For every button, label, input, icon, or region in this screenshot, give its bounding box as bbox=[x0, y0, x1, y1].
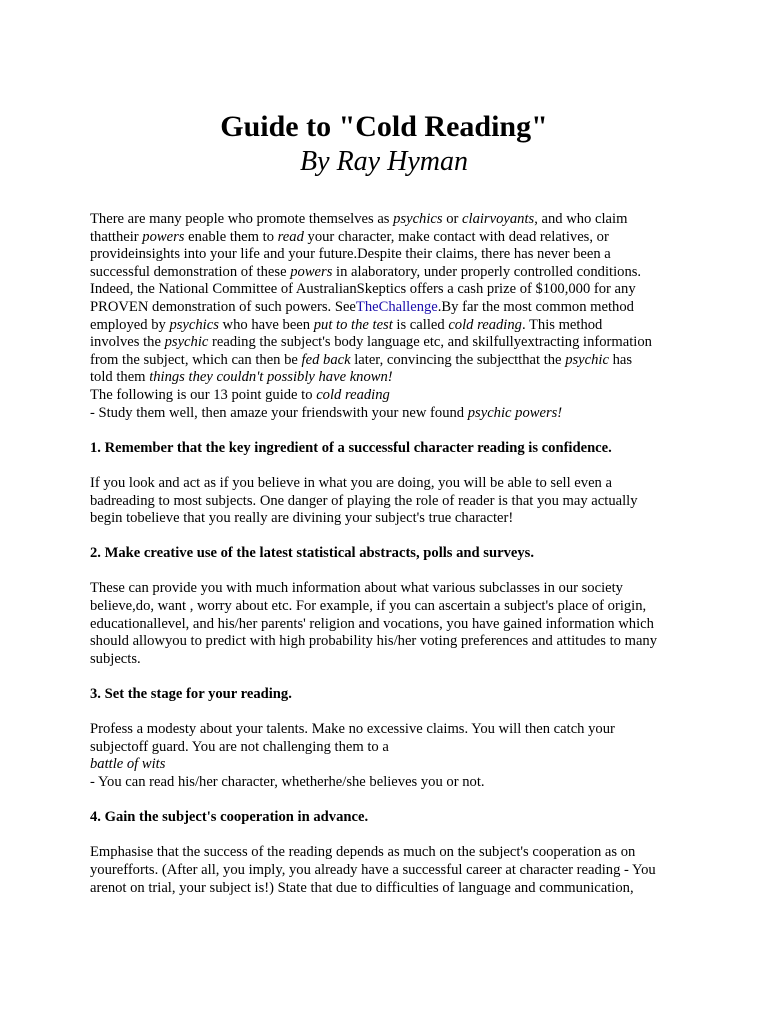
section-heading: 1. Remember that the key ingredient of a successful character reading is confidence. bbox=[90, 439, 612, 456]
section-line: begin tobelieve that you really are divining your subject's true character! bbox=[90, 510, 514, 527]
intro-line: successful demonstration of these powers in alaboratory, under properly controlled conditions. bbox=[90, 263, 642, 280]
intro-line: from the subject, which can then be fed back later, convincing the subjectthat the psychic has bbox=[90, 351, 633, 368]
intro-line: - Study them well, then amaze your friendswith your new found psychic powers! bbox=[90, 404, 563, 421]
section-line: subjectoff guard. You are not challenging them to a bbox=[90, 738, 389, 755]
intro-line: provideinsights into your life and your future.Despite their claims, there has never been a bbox=[90, 246, 611, 263]
intro-line: PROVEN demonstration of such powers. SeeTheChallenge.By far the most common method bbox=[90, 298, 634, 315]
section-heading: 4. Gain the subject's cooperation in advance. bbox=[90, 809, 369, 826]
section-line: battle of wits bbox=[90, 756, 166, 773]
section-line: Profess a modesty about your talents. Make no excessive claims. You will then catch your bbox=[90, 721, 615, 738]
section-line: educationallevel, and his/her parents' religion and vocations, you have gained information which bbox=[90, 615, 654, 632]
section-line: - You can read his/her character, whetherhe/she believes you or not. bbox=[90, 774, 485, 790]
document-byline: By Ray Hyman bbox=[300, 146, 468, 177]
paragraph-gap bbox=[90, 668, 680, 686]
section-line: should allowyou to predict with high probability his/her voting preferences and attitudes to many bbox=[90, 633, 658, 650]
paragraph-gap bbox=[90, 563, 680, 581]
intro-line: involves the psychic reading the subject's body language etc, and skilfullyextracting information bbox=[90, 334, 652, 351]
section-line: These can provide you with much information about what various subclasses in our society bbox=[90, 580, 623, 597]
section-line: arenot on trial, your subject is!) State that due to difficulties of language and communication, bbox=[90, 879, 634, 896]
title-block bbox=[0, 109, 768, 179]
section-line: believe,do, want , worry about etc. For example, if you can ascertain a subject's place of origin, bbox=[90, 598, 647, 615]
intro-line: Indeed, the National Committee of AustralianSkeptics offers a cash prize of $100,000 for any bbox=[90, 281, 636, 298]
paragraph-gap bbox=[90, 827, 680, 845]
the-challenge-link[interactable]: TheChallenge bbox=[355, 298, 438, 315]
paragraph-gap bbox=[90, 457, 680, 475]
section-line: Emphasise that the success of the reading depends as much on the subject's cooperation as on bbox=[90, 844, 636, 861]
paragraph-gap bbox=[90, 528, 680, 546]
section-line: yourefforts. (After all, you imply, you already have a successful career at character reading - You bbox=[90, 861, 656, 878]
intro-line: The following is our 13 point guide to cold reading bbox=[90, 386, 390, 403]
intro-line: employed by psychics who have been put to the test is called cold reading. This method bbox=[90, 316, 603, 333]
section-line: subjects. bbox=[90, 650, 141, 667]
section-heading: 3. Set the stage for your reading. bbox=[90, 686, 292, 703]
section-line: If you look and act as if you believe in what you are doing, you will be able to sell even a bbox=[90, 474, 612, 491]
paragraph-gap bbox=[90, 704, 680, 722]
document-title: Guide to "Cold Reading" bbox=[220, 110, 548, 143]
intro-line: thattheir powers enable them to read your character, make contact with dead relatives, or bbox=[90, 228, 609, 245]
section-heading: 2. Make creative use of the latest statistical abstracts, polls and surveys. bbox=[90, 545, 534, 562]
paragraph-gap bbox=[90, 422, 680, 440]
document-body bbox=[90, 211, 680, 897]
section-line: badreading to most subjects. One danger of playing the role of reader is that you may actually bbox=[90, 492, 638, 509]
intro-line: told them things they couldn't possibly have known! bbox=[90, 369, 393, 386]
intro-line: There are many people who promote themselves as psychics or clairvoyants, and who claim bbox=[90, 211, 628, 227]
paragraph-gap bbox=[90, 792, 680, 810]
